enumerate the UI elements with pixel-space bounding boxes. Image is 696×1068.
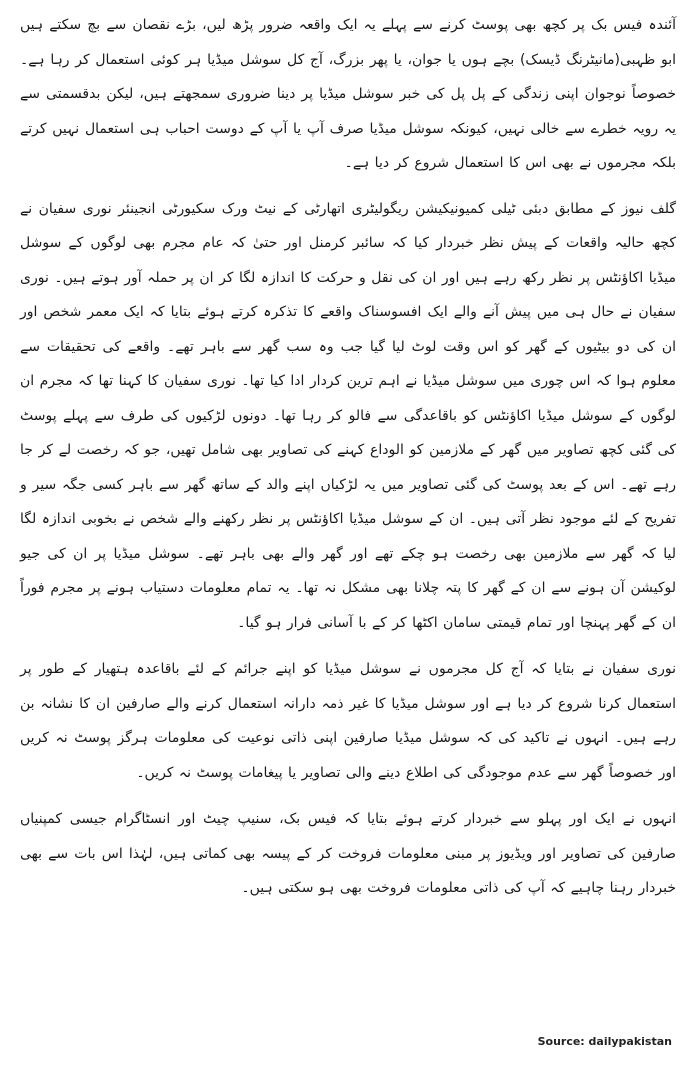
article-body xyxy=(20,8,676,917)
article-paragraph-data-sale: انہوں نے ایک اور پہلو سے خبردار کرتے ہوئے بتایا کہ فیس بک، سنیپ چیٹ اور انسٹاگرام جیسی کمپنیاں صارفین کی تصاویر اور ویڈیوز پر مبنی معلومات فروخت کر کے پیسہ بھی کماتی ہیں، لہٰذا اس بات سے بھی خبردار رہنا چاہیے کہ آپ کی ذاتی معلومات فروخت بھی ہو سکتی ہیں۔ xyxy=(20,811,676,896)
article-paragraph-incident: گلف نیوز کے مطابق دبئی ٹیلی کمیونیکیشن ریگولیٹری اتھارٹی کے نیٹ ورک سکیورٹی انجینئر نوری سفیان نے کچھ حالیہ واقعات کے پیش نظر خبردار کیا کہ سائبر کرمنل اور حتیٰ کہ عام مجرم بھی لوگوں کے سوشل میڈیا اکاؤنٹس پر نظر رکھ رہے ہیں اور ان کی نقل و حرکت کا اندازہ لگا کر ان پر حملہ آور ہوتے ہیں۔ نوری سفیان نے حال ہی میں پیش آنے والے ایک افسوسناک واقعے کا تذکرہ کرتے ہوئے بتایا کہ ایک معمر شخص اور ان کی دو بیٹیوں کے گھر کو اس وقت لوٹ لیا گیا جب وہ سب گھر سے باہر تھے۔ واقعے کی تحقیقات سے معلوم ہوا کہ اس چوری میں سوشل میڈیا نے اہم ترین کردار ادا کیا تھا۔ نوری سفیان کا کہنا تھا کہ مجرم ان لوگوں کے سوشل میڈیا اکاؤنٹس کو باقاعدگی سے فالو کر رہا تھا۔ دونوں لڑکیوں کی طرف سے پہلے پوسٹ کی گئی کچھ تصاویر میں گھر کے ملازمین کو الوداع کہنے کی تصاویر بھی شامل تھیں، جو کہ رخصت لے کر جا رہے تھے۔ اس کے بعد پوسٹ کی گئی تصاویر میں یہ لڑکیاں اپنے والد کے ساتھ گھر سے باہر کسی جگہ سیر و تفریح کے لئے موجود نظر آتی ہیں۔ ان کے سوشل میڈیا اکاؤنٹس پر نظر رکھنے والے شخص نے بخوبی اندازہ لگا لیا کہ گھر سے ملازمین بھی رخصت ہو چکے تھے اور گھر والے بھی باہر تھے۔ سوشل میڈیا پر ان کی جیو لوکیشن آن ہونے سے ان کے گھر کا پتہ چلانا بھی مشکل نہ تھا۔ یہ تمام معلومات دستیاب ہونے پر مجرم فوراً ان کے گھر پہنچا اور تمام قیمتی سامان اکٹھا کر کے با آسانی فرار ہو گیا۔ xyxy=(20,200,676,631)
source-credit: Source: dailypakistan xyxy=(537,1035,672,1048)
article-paragraph-intro: آئندہ فیس بک پر کچھ بھی پوسٹ کرنے سے پہلے یہ ایک واقعہ ضرور پڑھ لیں، بڑے نقصان سے بچ سکتے ہیں ابو ظہبی(مانیٹرنگ ڈیسک) بچے ہوں یا جوان، یا پھر بزرگ، آج کل سوشل میڈیا ہر کوئی استعمال کر رہا ہے۔ خصوصاً نوجوان اپنی زندگی کے پل پل کی خبر سوشل میڈیا پر دینا ضروری سمجھتے ہیں، لیکن بدقسمتی سے یہ رویہ خطرے سے خالی نہیں، کیونکہ سوشل میڈیا صرف آپ یا آپ کے دوست احباب ہی استعمال نہیں کرتے بلکہ مجرموں نے بھی اس کا استعمال شروع کر دیا ہے۔ xyxy=(20,17,676,171)
article-paragraph-warning: نوری سفیان نے بتایا کہ آج کل مجرموں نے سوشل میڈیا کو اپنے جرائم کے لئے باقاعدہ ہتھیار کے طور پر استعمال کرنا شروع کر دیا ہے اور سوشل میڈیا کا غیر ذمہ دارانہ استعمال کرنے والے صارفین ان کا نشانہ بن رہے ہیں۔ انہوں نے تاکید کی کہ سوشل میڈیا صارفین اپنی ذاتی نوعیت کی معلومات ہرگز پوسٹ نہ کریں اور خصوصاً گھر سے عدم موجودگی کی اطلاع دینے والی تصاویر یا پیغامات پوسٹ نہ کریں۔ xyxy=(20,661,676,781)
